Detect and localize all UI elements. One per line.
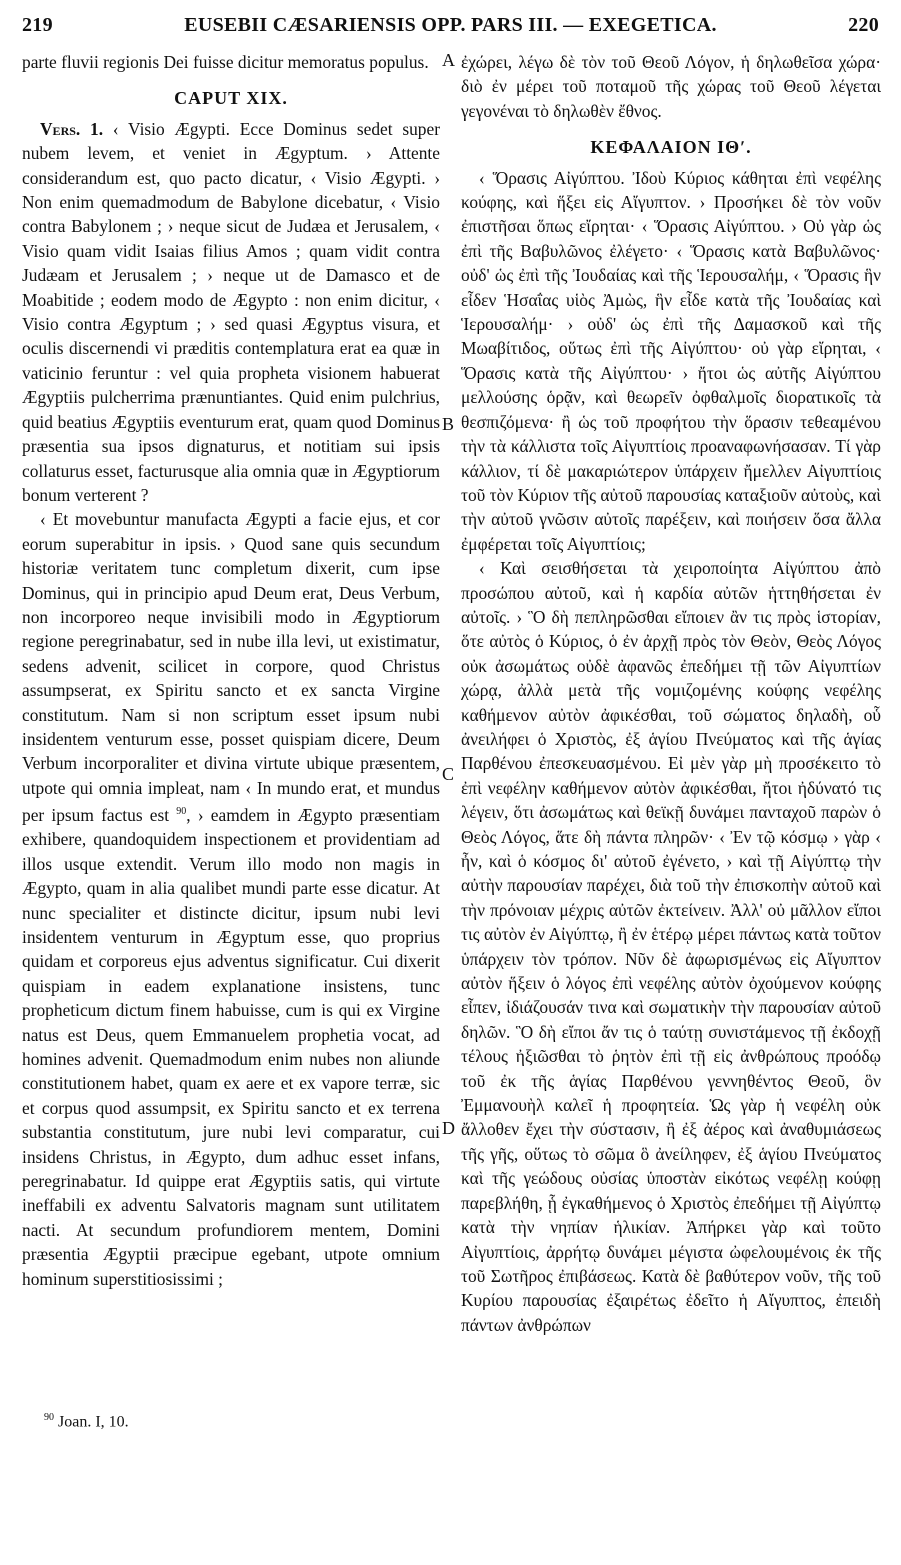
latin-column: [22, 50, 440, 1291]
caput-heading: CAPUT XIX.: [174, 88, 288, 109]
footnote-reference: 90: [176, 806, 187, 818]
margin-marker-d: D: [442, 1118, 455, 1138]
margin-marker-c: C: [442, 764, 455, 784]
page-number-right: 220: [848, 14, 879, 36]
greek-paragraph-2: ‹ Καὶ σεισθήσεται τὰ χειροποίητα Αἰγύπτου ἀπὸ προσώπου αὐτοῦ, καὶ ἡ καρδία αὐτῶν ἡττηθήσεται ἐν αὐτοῖς. › Ὃ δὴ πεπληρῶσθαι εἴποιεν ἂν τις πρὸς ἱστορίαν, ὅτε αὐτὸς ὁ Κύριος, ὁ ἐν ἀρχῇ πρὸς τὸν Θεὸν, Θεὸς Λόγος οὐκ ἀσωμάτως οὐδὲ ἀφανῶς ἐπεδήμει τῇ τῶν Αἰγυπτίων χώρᾳ, ἀλλὰ μετὰ τῆς νομιζομένης κούφης νεφέλης καθήμενον αὐτὸν ἀφικέσθαι, τοῦ σώματος δηλαδὴ, οὗ ἀνειλήφει ὁ Χριστὸς, ἐξ ἁγίου Πνεύματος καὶ τῆς ἁγίας Παρθένου ἐπεσκευασμένου. Εἰ μὲν γὰρ μὴ προσέκειτο τὸ ἐπὶ νεφέλην καθήμενον αὐτὸν ἀφικέσθαι, ἤτοι ἠδύνατό τις λέγειν, ὅτι ἀσωμάτως καὶ θεϊκῇ δυνάμει πανταχοῦ παρὼν ὁ Θεὸς Λόγος, ἅτε δὴ πάντα πληρῶν· ‹ Ἐν τῷ κόσμῳ › γὰρ ‹ ἦν, καὶ ὁ κόσμος δι' αὐτοῦ ἐγένετο, › καὶ τῇ Αἰγύπτῳ τὴν αὐτὴν παρουσίαν παρέχει, διὰ τοῦ τὴν ἐπισκοπὴν αὐτοῦ καὶ τὴν πρόνοιαν μέχρις αὐτῶν ἐκτείνειν. Ἀλλ' οὐ μᾶλλον εἴποι τις αὐτὸν ἐν Αἰγύπτῳ, ἢ ἐν ἑτέρῳ μέρει πάντως κατὰ τοῦτον ὑπάρχειν τὸν τρόπον. Νῦν δὲ ἀφωρισμένως εἰς Αἴγυπτον αὐτὸν ἥξειν ὁ λόγος ἐπὶ νεφέλης αὐτὸν ὀχούμενον κούφης εἶπεν, ἰδιάζουσάν τινα καὶ σωματικὴν τὴν παρουσίαν αὐτοῦ δηλῶν. Ὃ δὴ εἴποι ἄν τις ὁ ταύτῃ συνιστάμενος τῇ ἐκδοχῇ τέλους ἠξιῶσθαι τὸ ῥητὸν ἐπὶ τῇ εἰς ἀνθρώπους προόδῳ τοῦ ἐκ τῆς ἁγίας Παρθένου γεννηθέντος Θεοῦ, ὃν Ἐμμανουὴλ καλεῖ ἡ προφητεία. Ὡς γὰρ ἡ νεφέλη οὐκ ἄλλοθεν ἔχει τὴν σύστασιν, ἢ ἐξ ἀέρος καὶ ἀναθυμιάσεως τῆς γῆς, οὕτως τὸ σῶμα ὃ ἀνείληφεν, ἐξ ἁγίου Πνεύματος καὶ τῆς γεώδους οὐσίας ὑποστὰν εἰκότως νεφέλῃ κούφῃ παρεβλήθη, ᾗ ἐγκαθήμενος ὁ Χριστὸς ἐπεδήμει τῇ Αἰγύπτῳ κατὰ τὴν νηπίαν ἡλικίαν. Ἀπήρκει γὰρ καὶ τοῦτο Αἰγυπτίοις, ἀρρήτῳ δυνάμει μέγιστα ὠφελουμένοις ἐκ τῆς τοῦ Σωτῆρος ἐπιβάσεως. Κατὰ δὲ βαθύτερον νοῦν, τῆς τοῦ Κυρίου παρουσίας ἐξαιρέτως ἐδεῖτο ἡ Αἴγυπτος, ἐπειδὴ πάντων ἀνθρώπων: [461, 558, 881, 1335]
margin-marker-a: A: [442, 50, 455, 70]
latin-intro: parte fluvii regionis Dei fuisse dicitur memoratus populus.: [22, 52, 429, 72]
running-title: EUSEBII CÆSARIENSIS OPP. PARS III. — EXEGETICA.: [184, 14, 717, 36]
greek-paragraph-1: ‹ Ὅρασις Αἰγύπτου. Ἰδοὺ Κύριος κάθηται ἐπὶ νεφέλης κούφης, καὶ ἥξει εἰς Αἴγυπτον. › Προσήκει δὲ τὸν νοῦν ἐπιστῆσαι ὅπως εἴρηται· ‹ Ὅρασις Αἰγύπτου. › Οὐ γὰρ ὡς ἐπὶ τῆς Βαβυλῶνος ἐλέγετο· ‹ Ὅρασις κατὰ Βαβυλῶνος· οὐδ' ὡς ἐπὶ τῆς Ἰουδαίας καὶ τῆς Ἱερουσαλήμ, ‹ Ὅρασις ἣν εἶδεν Ἡσαΐας υἱὸς Ἀμὼς, ἣν εἶδε κατὰ τῆς Ἰουδαίας καὶ Ἱερουσαλήμ· › οὐδ' ὡς ἐπὶ τῆς Δαμασκοῦ καὶ τῆς Μωαβίτιδος, οὕτως ἐπὶ τῆς Αἰγύπτου· οὐ γὰρ εἴρηται, ‹ Ὅρασις κατὰ τῆς Αἰγύπτου· › ἤτοι ὡς αὐτῆς Αἰγύπτου μελλούσης ὁρᾷν, καὶ θεωρεῖν ὀφθαλμοῖς διορατικοῖς τὰ θεσπιζόμενα· ἢ ὡς τοῦ προφήτου τὴν ὅρασιν τεθεαμένου τὴν τὰ κάλλιστα τοῖς Αἰγυπτίοις προαναφωνήσασαν. Τί γὰρ κάλλιον, τί δὲ μακαριώτερον ὑπάρχειν ἤμελλεν Αἰγυπτίοις τοῦ τὸν Κύριον τῆς αὐτοῦ παρουσίας καταξιοῦν αὐτοὺς, καὶ τὴν αὐτοῦ γνῶσιν αὐτοῖς παρέξειν, καὶ ποιήσειν ὅσα ἄλλα ἐμφέρεται τοῖς Αἰγυπτίοις;: [461, 167, 881, 554]
latin-paragraph-1-text: ‹ Visio Ægypti. Ecce Dominus sedet super nubem levem, et veniet in Ægyptum. › Attente considerandum est, quo pacto dicatur, ‹ Visio Ægypti. › Non enim quemadmodum de Babylone dicebatur, ‹ Visio contra Babylonem ; › neque sicut de Judæa et Jerusalem, ‹ Visio quam vidit Isaias filius Amos ; quam vidit contra Judæam et Jerusalem ; › neque ut de Damasco et de Moabitide ; eodem modo de Ægypto : non enim dicitur, ‹ Visio contra Ægyptum ; › sed quasi Ægyptus visura, et oculis discernendi vi præditis contemplatura erat ea quæ in vaticinio feruntur : vel quia propheta visionem habuerat Ægyptiis pulcherrima prænuntiantes. Quid enim pulchrius, quid beatius Ægyptiis eventurum erat, quam quod Dominus præsentia sua ipsos dignaturus, et notitiam sui ipsis collaturus esset, facturusque alia omnia quæ in Ægyptiorum bonum verterent ?: [22, 118, 440, 505]
margin-marker-b: B: [442, 414, 455, 434]
latin-paragraph-2-text: ‹ Et movebuntur manufacta Ægypti a facie ejus, et cor eorum superabitur in ipsis. › Quod sane quis secundum historiæ veritatem tunc completum dixerit, cum ipse Dominus, qui in principio apud Deum erat, Deus Verbum, non incorporeo neque invisibili modo in Ægyptiorum regione peregrinabatur, sed in nube illa levi, ut existimatur, sedens advenit, scilicet in corpore, quod Christus assumpserat, ex Spiritu sancto et ex sancta Virgine constitutum. Nam si non scriptum esset ipsum nubi insidentem venturum esse, posset quispiam dicere, Deum Verbum incorporaliter et divina virtute ubique præsentem, utpote qui omnia impleat, nam ‹ In mundo erat, et mundus per ipsum factus est: [22, 509, 440, 825]
page-header: [22, 14, 879, 42]
greek-intro: ἐχώρει, λέγω δὲ τὸν τοῦ Θεοῦ Λόγον, ἡ δηλωθεῖσα χώρα· διὸ ἐν μέρει τοῦ ποταμοῦ τῆς χώρας τοῦ Θεοῦ λέγεται γεγονέναι τὸ δηλωθὲν ἔθνος.: [461, 52, 881, 121]
verse-label: Vers. 1.: [40, 118, 104, 139]
footnote-number: 90: [44, 1412, 54, 1423]
footnote: [44, 1412, 129, 1431]
latin-paragraph-1: [22, 117, 440, 508]
footnote-text: Joan. I, 10.: [58, 1413, 129, 1431]
kephalaion-heading: ΚΕΦΑΛΑΙΟΝ ΙΘʹ.: [590, 137, 752, 158]
page-number-left: 219: [22, 14, 53, 36]
greek-column: [461, 50, 881, 1337]
latin-paragraph-2b-text: , › eamdem in Ægypto præsentiam exhibere, quandoquidem inspectionem et providentiam ad illos usque extendit. Verum illo modo non magis in Ægypto, quam in alia qualibet mundi parte esse dicatur. At nunc specialiter et distincte dicitur, ipsum nubi levi insidentem venturum in Ægyptum esse, quo proprius quidam et corporeus ejus adventus significatur. Cui dixerit quispiam in eadem explanatione insistens, tunc propheticum dictum finem habuisse, cum is qui ex Virgine natus est Deus, quem Emmanuelem prophetia vocat, ad homines advenit. Quemadmodum enim nubes non aliunde constitutionem habet, quam ex aere et ex vapore terræ, sic et corpus quod assumpsit, ex Spiritu sancto et ex terrena substantia constitutum, jure nubi levi comparatur, cui insidens Christus, in Ægypto, dum adhuc esset infans, peregrinabatur. Id quippe erat Ægyptiis satis, qui virtute ineffabili ex adventu Salvatoris magnam sunt utilitatem nacti. At secundum profundiorem mentem, Domini præsentia Ægyptii præcipue egebant, utpote omnium hominum superstitiosissimi ;: [22, 804, 440, 1289]
latin-paragraph-2: [22, 507, 440, 1291]
